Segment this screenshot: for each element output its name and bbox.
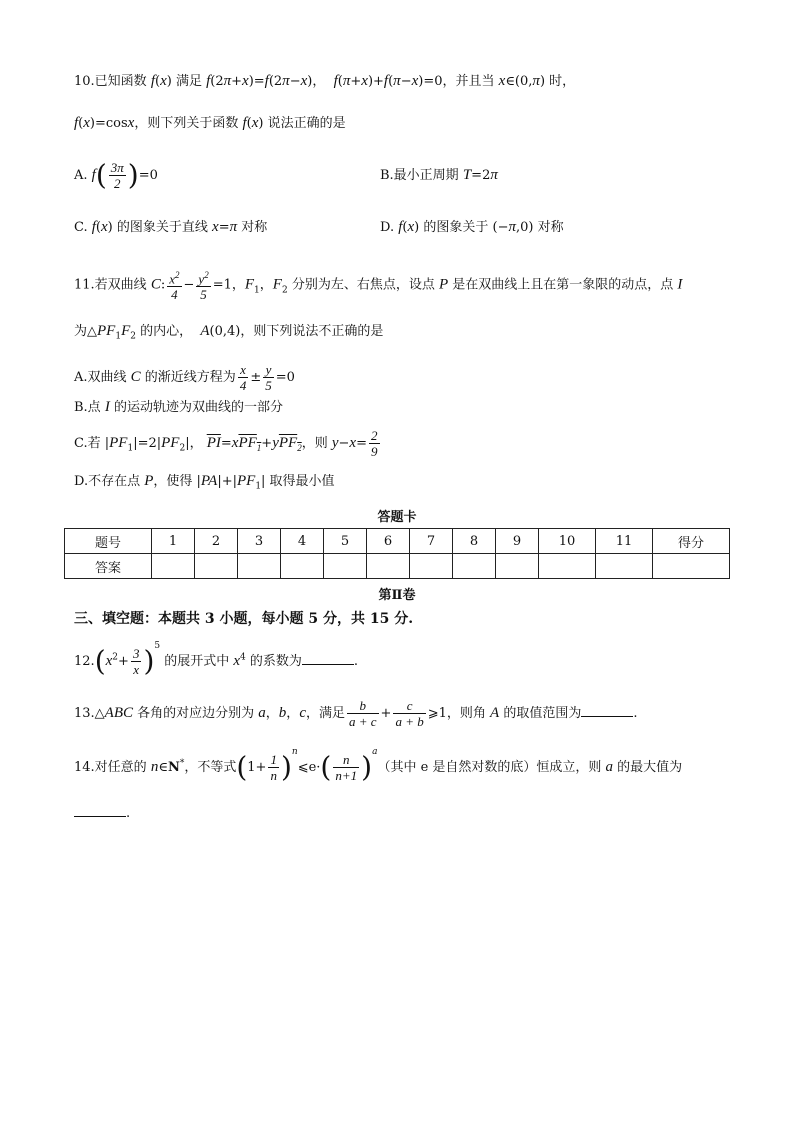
- answer-cell[interactable]: [596, 554, 653, 579]
- answer-card-number-row: [65, 529, 730, 554]
- q10-option-c: C. f(x) 的图象关于直线 x=π 对称: [74, 219, 268, 235]
- question-number-cell: 4: [281, 529, 324, 554]
- row-label-question-number: 题号: [65, 529, 152, 554]
- answer-cell[interactable]: [367, 554, 410, 579]
- answer-cell[interactable]: [410, 554, 453, 579]
- answer-cell[interactable]: [152, 554, 195, 579]
- answer-card-title: 答题卡: [377, 510, 417, 525]
- q14-line2: .: [74, 804, 130, 823]
- q12-line: $12.(x^2+$ $\frac{3}{x}$ )$^5$ 的展开式中 $x^4$ 的系数为 .: [74, 640, 359, 678]
- question-number-cell: 10: [539, 529, 596, 554]
- question-number-cell: 2: [195, 529, 238, 554]
- q11-stem-line1: 11.若双曲线 C: $\frac{x^2}{4}$ − $\frac{y^2}{5}$ =1，$F_1$，$F_2$ 分别为左、右焦点，设点 P 是在双曲线上且在第一象限的动点，点 I: [74, 270, 683, 303]
- question-number-cell: 8: [453, 529, 496, 554]
- question-number-cell: 9: [496, 529, 539, 554]
- q14-line1: 14.对任意的 n∈N*，不等式(1+ $\frac{1}{n}$ )$^n$⩽e·( $\frac{n}{n+1}$ )$^a$（其中 e 是自然对数的底）恒成立，则 a 的最大值为: [74, 746, 683, 784]
- answer-cell[interactable]: [496, 554, 539, 579]
- q14-answer-blank[interactable]: [74, 804, 126, 817]
- q10-stem-line1: 10.已知函数 f(x) 满足 f(2π+x)=f(2π−x)， f(π+x)+f(π−x)=0，并且当 x∈(0,π) 时，: [74, 73, 576, 89]
- q10-option-a: A. f( $\frac{3\pi}{2}$ )=0: [74, 158, 158, 192]
- answer-cell[interactable]: [195, 554, 238, 579]
- q13-line: 13.△ABC 各角的对应边分别为 a，b，c，满足 $\frac{b}{a + c}$ + $\frac{c}{a + b}$ ⩾1，则角 A 的取值范围为 .: [74, 698, 638, 729]
- answer-card-answer-row: [65, 554, 730, 579]
- answer-cell[interactable]: [281, 554, 324, 579]
- score-cell[interactable]: [653, 554, 730, 579]
- question-number-cell: 6: [367, 529, 410, 554]
- score-header-cell: 得分: [653, 529, 730, 554]
- question-number-cell: 3: [238, 529, 281, 554]
- answer-cell[interactable]: [539, 554, 596, 579]
- question-number-cell: 5: [324, 529, 367, 554]
- q10-option-d: D. f(x) 的图象关于 (−π,0) 对称: [380, 219, 564, 235]
- q11-option-d: D.不存在点 P，使得 $|PA|+|PF_1|$ 取得最小值: [74, 473, 335, 492]
- answer-cell[interactable]: [238, 554, 281, 579]
- q11-option-b: B.点 I 的运动轨迹为双曲线的一部分: [74, 399, 283, 415]
- answer-cell[interactable]: [324, 554, 367, 579]
- question-number-cell: 7: [410, 529, 453, 554]
- question-number-cell: 1: [152, 529, 195, 554]
- section-three-heading: 三、填空题：本题共 3 小题，每小题 5 分，共 15 分.: [74, 611, 414, 627]
- q11-option-a: A.双曲线 C 的渐近线方程为 $\frac{x}{4}$ ± $\frac{y}{5}$ =0: [74, 362, 295, 393]
- q11-option-c: C.若 $|PF_1|=2|PF_2|$， $\overline{PI}=xPF_1+yPF_2$，则 y−x= $\frac{2}{9}$: [74, 428, 378, 459]
- question-number-cell: 11: [596, 529, 653, 554]
- answer-card-table: [64, 528, 730, 579]
- q10-stem-line2: f(x)=cosx，则下列关于函数 f(x) 说法正确的是: [74, 115, 346, 131]
- answer-cell[interactable]: [453, 554, 496, 579]
- row-label-answer: 答案: [65, 554, 152, 579]
- q11-stem-line2: 为$\triangle PF_1F_2$ 的内心， A(0,4)，则下列说法不正确的是: [74, 323, 384, 342]
- part-two-title: 第Ⅱ卷: [378, 588, 416, 603]
- q13-answer-blank[interactable]: [581, 704, 633, 717]
- q10-option-b: B.最小正周期 T=2π: [380, 167, 498, 183]
- q12-answer-blank[interactable]: [302, 652, 354, 665]
